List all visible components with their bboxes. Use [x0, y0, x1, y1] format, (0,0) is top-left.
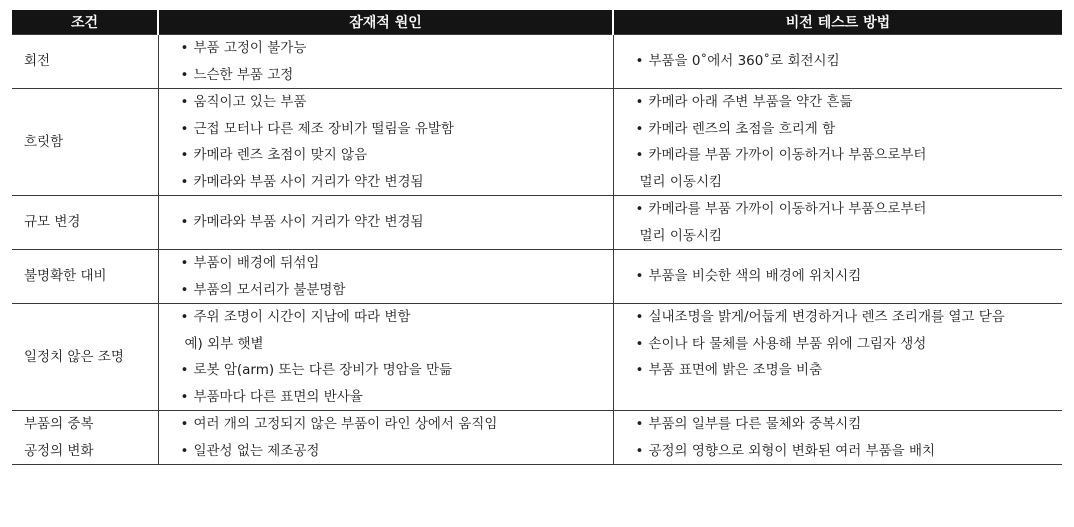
method-item-continuation: 멀리 이동시킴 [639, 173, 723, 190]
method-cell [613, 196, 1062, 250]
cause-item: • 여러 개의 고정되지 않은 부품이 라인 상에서 움직임 [159, 411, 613, 438]
method-cell [613, 250, 1062, 304]
table-row [12, 250, 1062, 304]
cause-cell [158, 304, 613, 411]
method-item: • 카메라를 부품 가까이 이동하거나 부품으로부터 [614, 196, 1063, 223]
cause-item: • 주위 조명이 시간이 지남에 따라 변함 [159, 304, 613, 331]
method-item: • 카메라 렌즈의 초점을 흐리게 함 [614, 116, 1063, 143]
cause-cell [158, 89, 613, 196]
condition-text: 일정치 않은 조명 [24, 348, 124, 365]
method-item: • 카메라 아래 주변 부품을 약간 흔듦 [614, 89, 1063, 116]
table-row [12, 35, 1062, 89]
cause-item: • 부품의 모서리가 불분명함 [159, 277, 613, 304]
cause-item: • 움직이고 있는 부품 [159, 89, 613, 116]
condition-cell [12, 250, 158, 304]
method-cell [613, 35, 1062, 89]
header-vision-test-method: 비전 테스트 방법 [613, 10, 1062, 35]
method-item: • 실내조명을 밝게/어둡게 변경하거나 렌즈 조리개를 열고 닫음 [614, 304, 1063, 331]
condition-cell [12, 411, 158, 465]
condition-text: 규모 변경 [24, 214, 81, 231]
cause-item: • 부품 고정이 불가능 [159, 35, 613, 62]
table-header-row [12, 10, 1062, 35]
table-row [12, 411, 1062, 465]
cause-cell [158, 250, 613, 304]
method-item: • 공정의 영향으로 외형이 변화된 여러 부품을 배치 [614, 438, 1063, 465]
cause-cell [158, 35, 613, 89]
method-spacer [614, 384, 1063, 411]
cause-item-example: 예) 외부 햇볕 [184, 335, 264, 352]
header-condition: 조건 [12, 10, 158, 35]
vision-test-table [12, 10, 1062, 465]
condition-text: 공정의 변화 [24, 442, 94, 459]
condition-text: 부품의 중복 [24, 416, 94, 432]
method-item: • 부품의 일부를 다른 물체와 중복시킴 [614, 411, 1063, 438]
condition-cell [12, 304, 158, 411]
condition-cell [12, 89, 158, 196]
cause-item: • 일관성 없는 제조공정 [159, 438, 613, 465]
condition-cell [12, 196, 158, 250]
method-cell [613, 89, 1062, 196]
cause-item: • 부품마다 다른 표면의 반사율 [159, 384, 613, 411]
method-cell [613, 411, 1062, 465]
cause-item: • 카메라와 부품 사이 거리가 약간 변경됨 [159, 209, 613, 236]
cause-item: • 로봇 암(arm) 또는 다른 장비가 명암을 만듦 [159, 357, 613, 384]
cause-cell [158, 411, 613, 465]
vision-test-table-container [12, 10, 1062, 465]
method-item: • 부품을 비슷한 색의 배경에 위치시킴 [614, 263, 1063, 290]
method-cell [613, 304, 1062, 411]
method-item: • 손이나 타 물체를 사용해 부품 위에 그림자 생성 [614, 331, 1063, 358]
method-item-continuation: 멀리 이동시킴 [639, 227, 723, 244]
table-row [12, 304, 1062, 411]
method-item: • 부품 표면에 밝은 조명을 비춤 [614, 357, 1063, 384]
cause-item: • 느슨한 부품 고정 [159, 62, 613, 89]
table-row [12, 89, 1062, 196]
condition-text: 흐릿함 [24, 133, 64, 150]
cause-item: • 카메라 렌즈 초점이 맞지 않음 [159, 142, 613, 169]
cause-item: • 근접 모터나 다른 제조 장비가 떨림을 유발함 [159, 116, 613, 143]
condition-cell [12, 35, 158, 89]
table-row [12, 196, 1062, 250]
header-potential-cause: 잠재적 원인 [158, 10, 613, 35]
cause-cell [158, 196, 613, 250]
cause-item: • 부품이 배경에 뒤섞임 [159, 250, 613, 277]
method-item: • 부품을 0˚에서 360˚로 회전시킴 [614, 48, 1063, 75]
method-item: • 카메라를 부품 가까이 이동하거나 부품으로부터 [614, 142, 1063, 169]
condition-text: 불명확한 대비 [24, 268, 107, 285]
cause-item: • 카메라와 부품 사이 거리가 약간 변경됨 [159, 169, 613, 196]
condition-text: 회전 [24, 53, 51, 70]
